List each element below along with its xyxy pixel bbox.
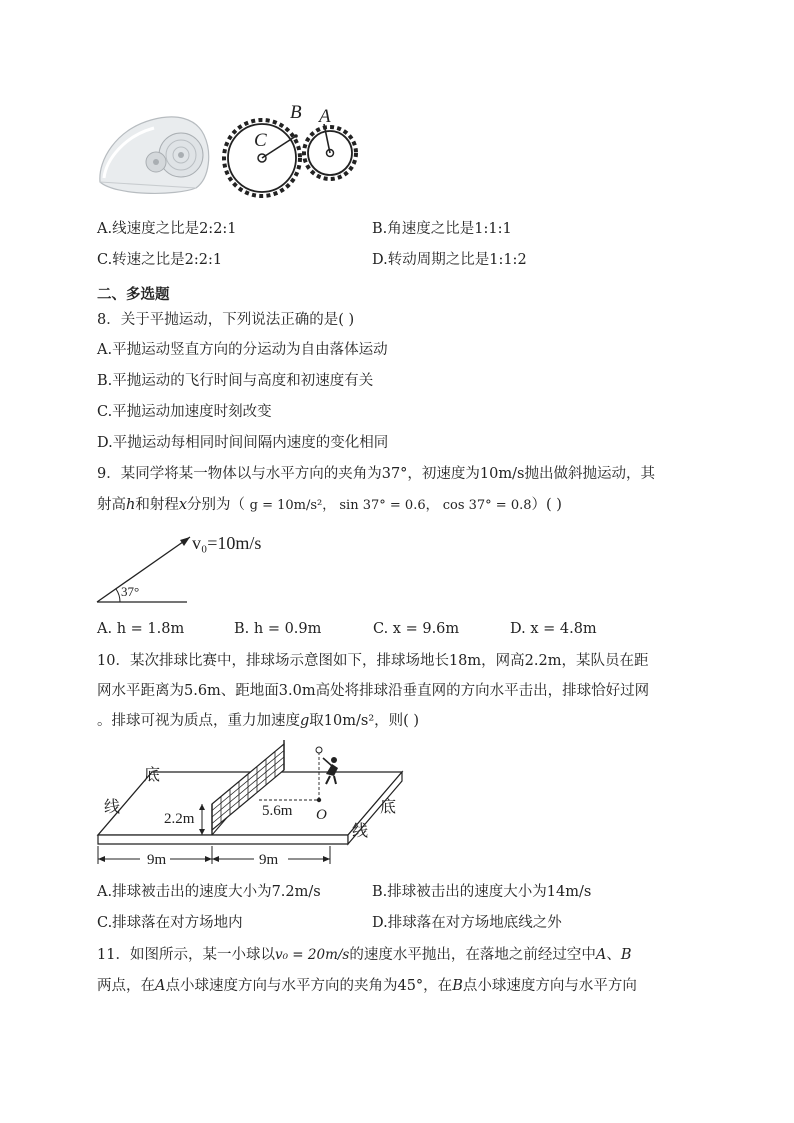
q10-stem-line3	[97, 711, 419, 731]
q10-option-d: D.排球落在对方场地底线之外	[372, 915, 562, 931]
q11-sep: 、	[606, 947, 621, 963]
q7-option-a: A.线速度之比是2:2:1	[97, 221, 237, 237]
angle-label: 37°	[121, 584, 140, 599]
q7-option-d: D.转动周期之比是1:1:2	[372, 252, 527, 268]
q11-var-b2: B	[452, 978, 463, 994]
q11-text-a: 11．如图所示，某一小球以	[97, 947, 275, 963]
q9-var-x: x	[178, 497, 188, 513]
volleyball-court-diagram	[94, 740, 414, 872]
label-di-left: 底	[144, 767, 161, 784]
label-c: C	[254, 130, 267, 151]
q9-stem-end: ）( )	[531, 497, 562, 513]
volleyball-court-figure	[94, 740, 414, 872]
q11-text-c: 两点，在	[97, 978, 155, 994]
q11-stem-line2	[97, 976, 637, 996]
q9-stem-line1: 9．某同学将某一物体以与水平方向的夹角为37°，初速度为10m/s抛出做斜抛运动，其	[97, 466, 655, 482]
q11-text-b: 的速度水平抛出，在落地之前经过空中	[349, 947, 596, 963]
section-heading: 二、多选题	[97, 286, 170, 303]
q11-var-a: A	[595, 947, 607, 963]
q7-option-b: B.角速度之比是1:1:1	[372, 221, 512, 237]
q11-var-b: B	[620, 947, 632, 963]
gear-figure	[96, 100, 366, 205]
q10-option-c: C.排球落在对方场地内	[97, 915, 243, 931]
q11-var-a2: A	[155, 978, 166, 994]
q10-option-b: B.排球被击出的速度大小为14m/s	[372, 884, 592, 900]
q11-text-d: 点小球速度方向与水平方向的夹角为45°，在	[165, 978, 453, 994]
label-xian-right: 线	[352, 823, 369, 840]
q11-text-e: 点小球速度方向与水平方向	[462, 978, 637, 994]
q9-var-h: h	[126, 497, 136, 513]
label-b: B	[290, 102, 302, 123]
label-distance: 5.6m	[262, 803, 293, 819]
label-half-left: 9m	[147, 852, 167, 868]
launch-angle-figure	[96, 528, 296, 608]
label-a: A	[319, 106, 331, 127]
q9-text-shegao: 射高	[97, 497, 126, 513]
q10-text-b: 取10m/s²，则( )	[309, 713, 420, 729]
q10-stem-line1: 10．某次排球比赛中，排球场示意图如下，排球场地长18m，网高2.2m，某队员在距	[97, 653, 649, 669]
correction-tape-image	[100, 117, 209, 193]
q9-option-d: D. x = 4.8m	[510, 621, 597, 637]
q8-option-d: D.平抛运动每相同时间间隔内速度的变化相同	[97, 435, 389, 451]
q10-option-a: A.排球被击出的速度大小为7.2m/s	[97, 884, 321, 900]
q11-initial-velocity: v₀ = 20m/s	[274, 947, 350, 963]
q10-text-a: 。排球可视为质点，重力加速度	[97, 713, 300, 729]
q10-stem-line2: 网水平距离为5.6m、距地面3.0m高处将排球沿垂直网的方向水平击出，排球恰好过网	[97, 683, 650, 699]
q9-text-shecheng: 和射程	[135, 497, 179, 513]
q9-given-values: g = 10m/s²， sin 37° = 0.6， cos 37° = 0.8	[249, 498, 532, 513]
q8-option-c: C.平抛运动加速度时刻改变	[97, 404, 272, 420]
label-point-o: O	[316, 807, 327, 823]
q9-option-a: A. h = 1.8m	[97, 621, 185, 637]
q9-option-b: B. h = 0.9m	[234, 621, 322, 637]
gear-diagram	[96, 100, 366, 205]
q8-option-b: B.平抛运动的飞行时间与高度和初速度有关	[97, 373, 374, 389]
q8-stem: 8．关于平抛运动，下列说法正确的是( )	[97, 312, 355, 328]
q9-stem-line2	[97, 495, 562, 516]
q8-option-a: A.平抛运动竖直方向的分运动为自由落体运动	[97, 342, 388, 358]
velocity-label: v₀=10m/s	[192, 533, 262, 553]
q7-option-c: C.转速之比是2:2:1	[97, 252, 223, 268]
label-net-height: 2.2m	[164, 811, 195, 827]
q9-text-fenbie: 分别为（	[187, 497, 246, 513]
label-di-right: 底	[380, 799, 397, 816]
label-xian-left: 线	[104, 799, 121, 816]
small-gear	[304, 124, 356, 179]
q9-option-c: C. x = 9.6m	[373, 621, 460, 637]
label-half-right: 9m	[259, 852, 279, 868]
launch-angle-diagram	[96, 528, 296, 608]
q11-stem-line1	[97, 945, 631, 965]
q10-var-g: g	[300, 713, 310, 729]
